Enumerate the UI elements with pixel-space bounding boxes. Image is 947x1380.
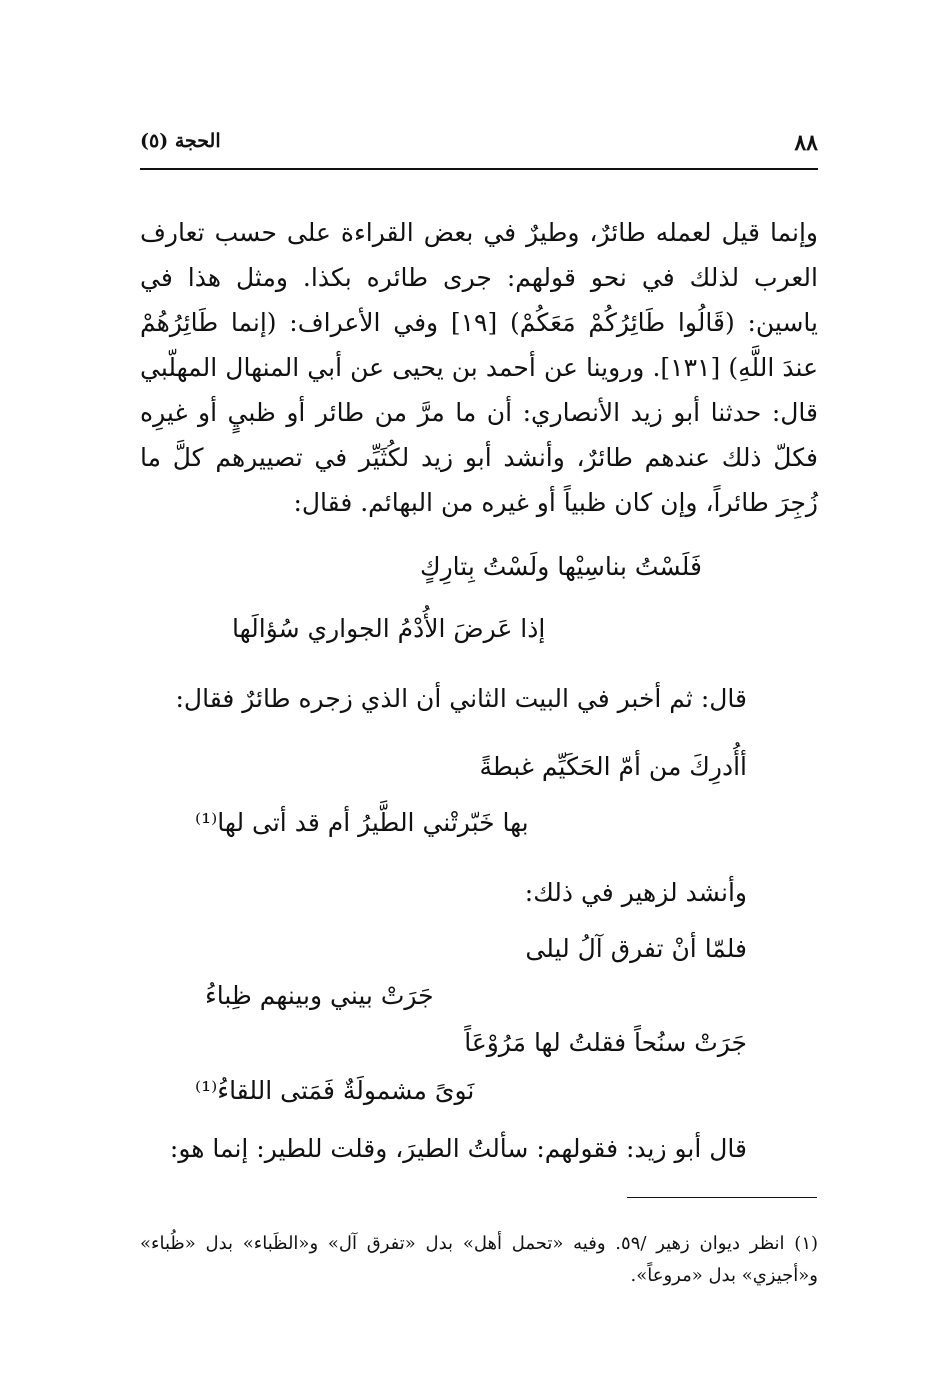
footnote-divider (627, 1197, 817, 1198)
footnote (140, 1228, 818, 1292)
verse-line: أأُدرِكَ من أمّ الحَكَيِّم غبطةً (479, 752, 747, 781)
verse-line: جَرَتْ بيني وبينهم ظِباءُ (205, 981, 434, 1010)
verse-line: نَوىً مشمولَةٌ فَمَتى اللقاءُ⁽¹⁾ (195, 1076, 475, 1105)
main-paragraph (140, 210, 818, 525)
page-header (140, 126, 818, 162)
running-title: الحجة (٥) (140, 130, 221, 152)
verse-line: إذا عَرضَ الأُدْمُ الجواري سُؤالَها (232, 614, 546, 643)
text-line: قال: ثم أخبر في البيت الثاني أن الذي زجره طائرٌ فقال: (175, 684, 747, 713)
footnote-text: (١) انظر ديوان زهير /٥٩. وفيه «تحمل أهل» بدل «تفرق آل» و«الظَباء» بدل «ظُباء» و«أجيزي» بدل «مروعاً». (140, 1233, 819, 1286)
page-number: ٨٨ (794, 130, 818, 156)
verse-line: فَلَسْتُ بناسِيْها ولَسْتُ بِتارِكٍ (420, 552, 703, 581)
verse-line: جَرَتْ سنُحاً فقلتُ لها مَرُوْعَاً (464, 1028, 747, 1057)
text-line: وأنشد لزهير في ذلك: (524, 878, 747, 907)
verse-line: فلمّا أنْ تفرق آلُ ليلى (525, 934, 747, 963)
paragraph-text: وإنما قيل لعمله طائرٌ، وطيرٌ في بعض القراءة على حسب تعارف العرب لذلك في نحو قولهم: جرى طائره بكذا. ومثل هذا في ياسين: (قَالُوا طَائِرُكُمْ مَعَكُمْ) [١٩] وفي الأعراف: (إنما طَائِرُهُمْ عندَ اللَّهِ) [١٣١]. وروينا عن أحمد بن يحيى عن أبي المنهال المهلّبي قال: حدثنا أبو زيد الأنصاري: أن ما مرَّ من طائر أو ظبيٍ أو غيرِه فكلّ ذلك عندهم طائرٌ، وأنشد أبو زيد لكُثَيِّر في تصييرهم كلَّ ما زُجِرَ طائراً، وإن كان ظبياً أو غيره من البهائم. فقال: (140, 218, 819, 517)
verse-line: بها خَبّرتْني الطَّيرُ أم قد أتى لها⁽¹⁾ (195, 808, 529, 837)
header-divider (140, 168, 818, 170)
text-line: قال أبو زيد: فقولهم: سألتُ الطيرَ، وقلت للطير: إنما هو: (169, 1134, 747, 1163)
